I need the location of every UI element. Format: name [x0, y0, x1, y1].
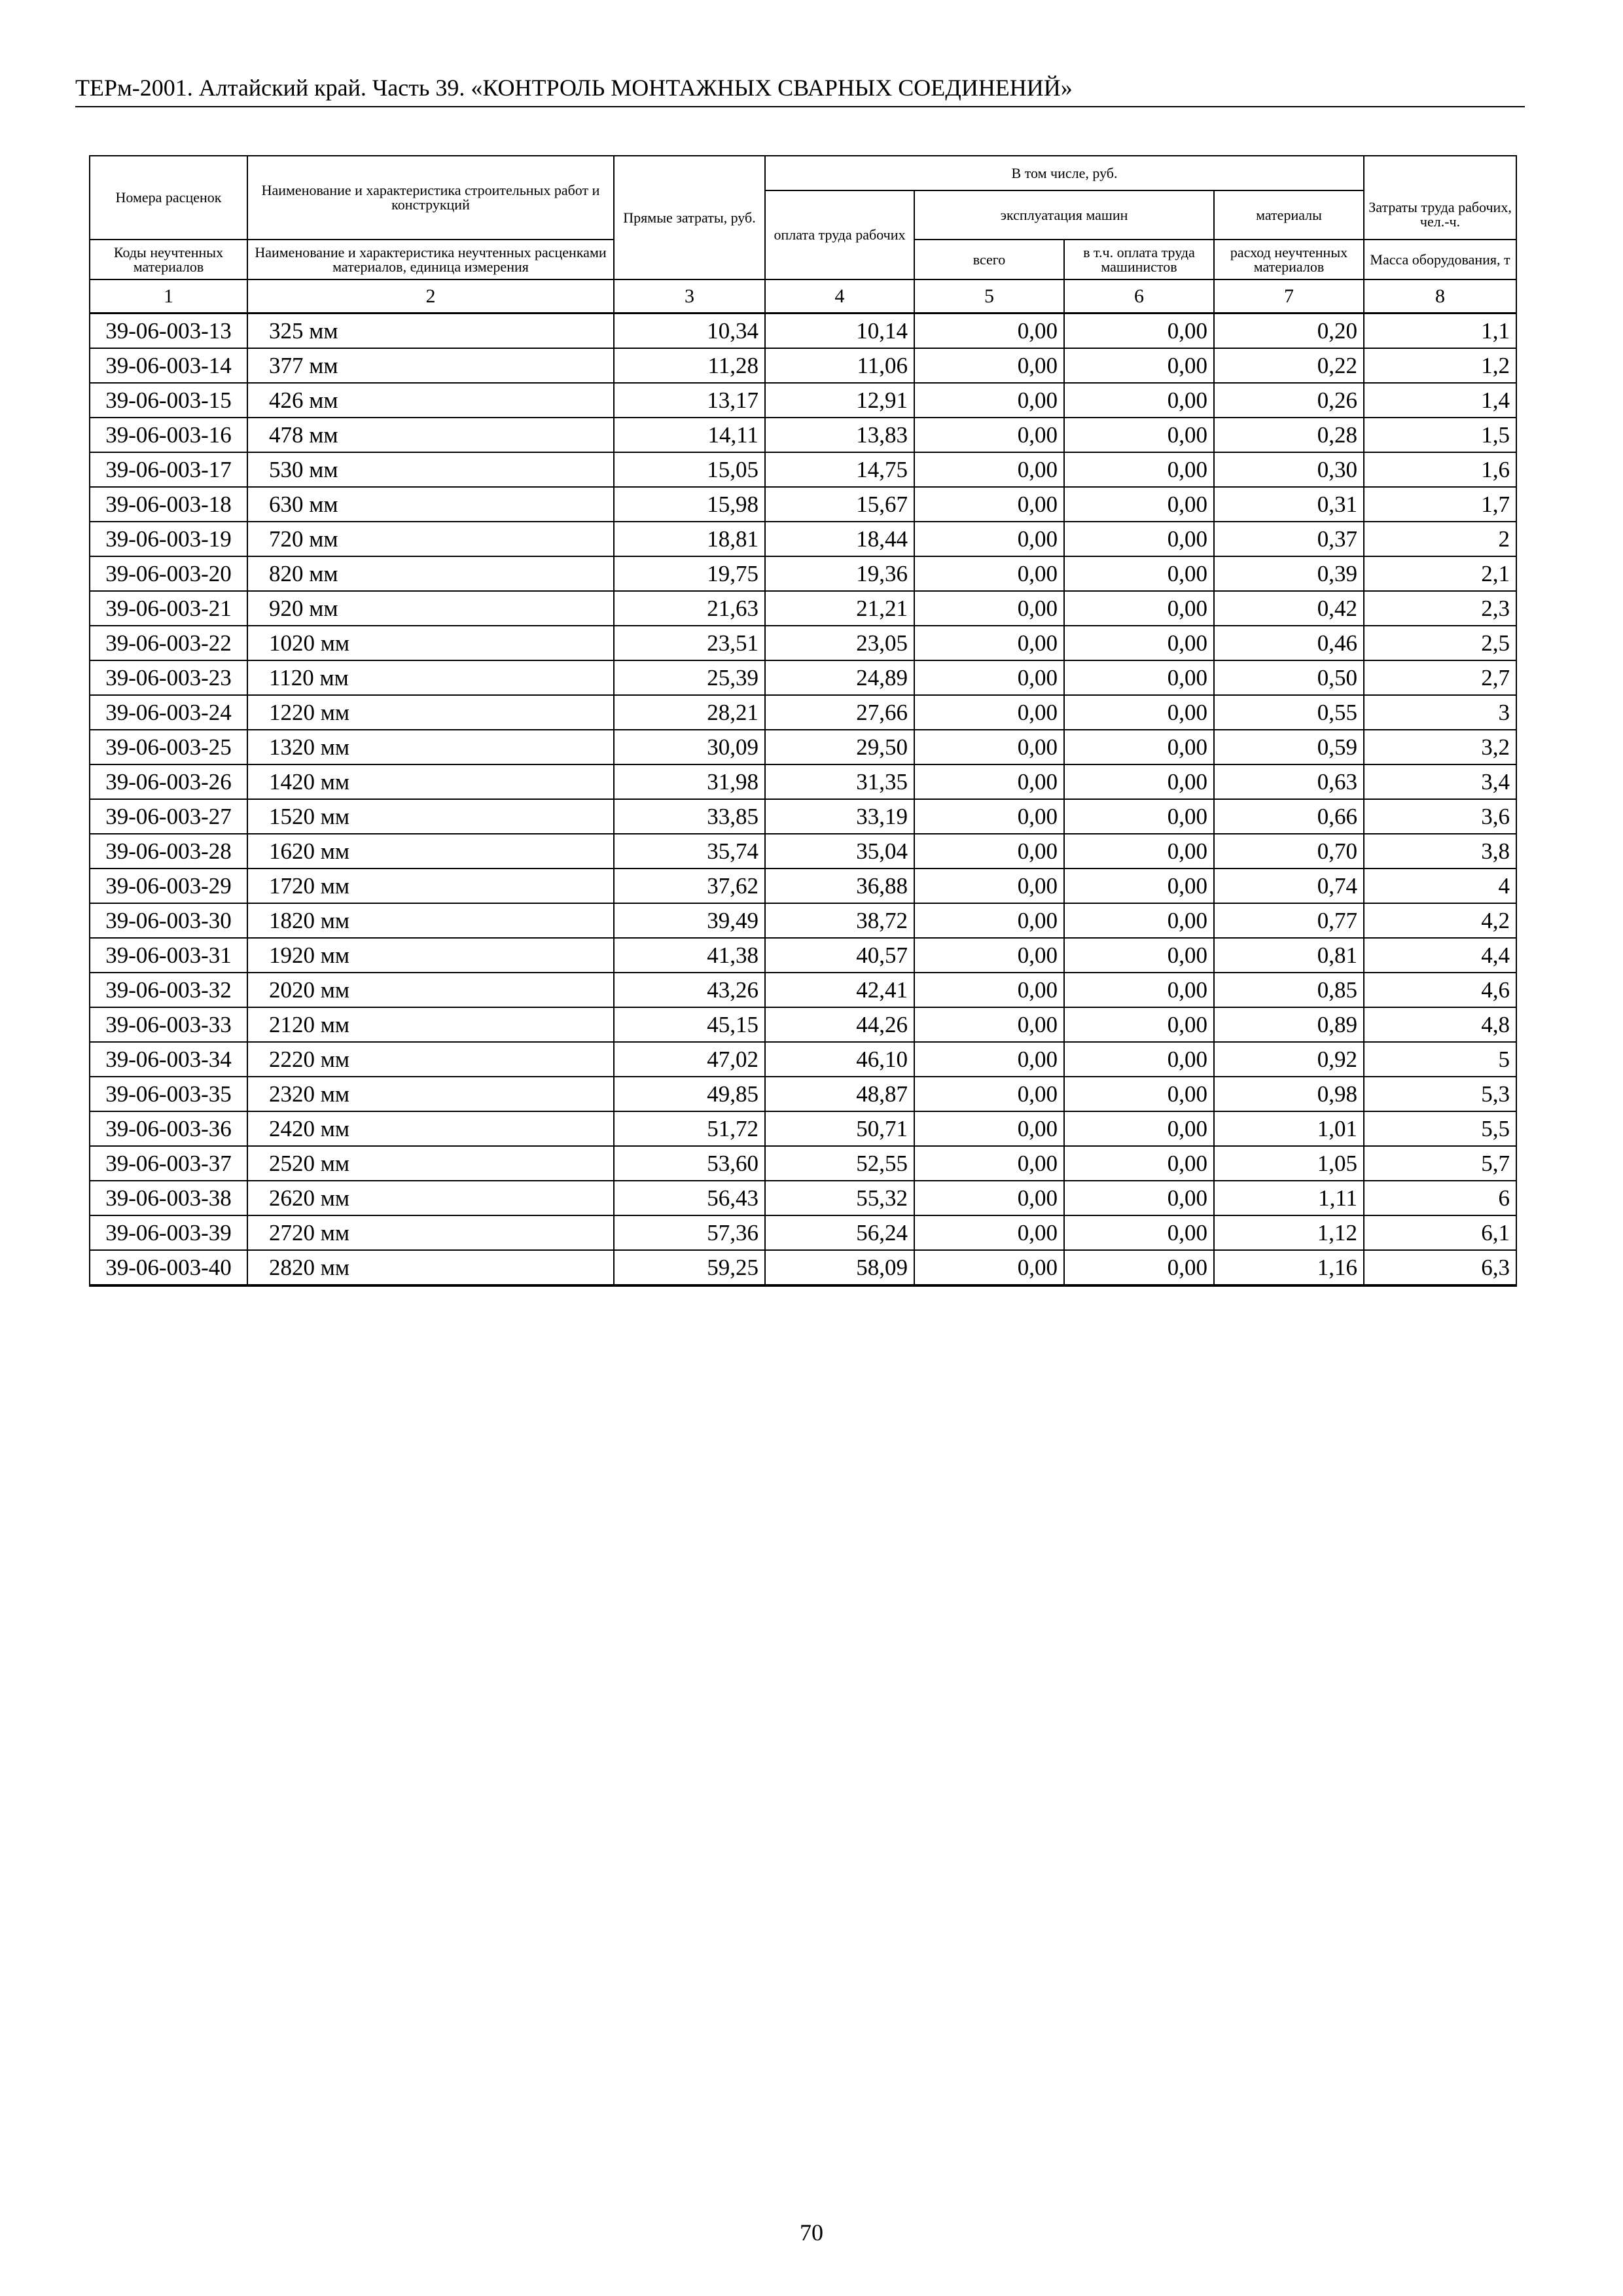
table-row [90, 764, 1516, 799]
pipe-diameter-cell: 1420 мм [247, 764, 614, 799]
labor-hours-cell: 6,3 [1364, 1250, 1516, 1285]
labor-hours-cell: 5 [1364, 1042, 1516, 1077]
materials-cell: 0,42 [1214, 591, 1364, 626]
worker-pay-cell: 13,83 [765, 418, 914, 452]
table-row [90, 660, 1516, 695]
machines-total-cell: 0,00 [914, 660, 1064, 695]
machines-total-cell: 0,00 [914, 938, 1064, 973]
header-col8-spacer [1364, 156, 1516, 190]
pipe-diameter-cell: 1920 мм [247, 938, 614, 973]
table-body [90, 314, 1516, 1286]
rate-code-cell: 39-06-003-24 [90, 695, 247, 730]
materials-cell: 0,26 [1214, 383, 1364, 418]
machines-total-cell: 0,00 [914, 764, 1064, 799]
direct-costs-cell: 57,36 [614, 1215, 765, 1250]
direct-costs-cell: 43,26 [614, 973, 765, 1007]
operator-pay-cell: 0,00 [1064, 730, 1214, 764]
header-worker-pay: оплата труда рабочих [765, 190, 914, 279]
direct-costs-cell: 25,39 [614, 660, 765, 695]
machines-total-cell: 0,00 [914, 487, 1064, 522]
worker-pay-cell: 15,67 [765, 487, 914, 522]
direct-costs-cell: 30,09 [614, 730, 765, 764]
machines-total-cell: 0,00 [914, 556, 1064, 591]
rate-code-cell: 39-06-003-36 [90, 1111, 247, 1146]
table-row [90, 1111, 1516, 1146]
machines-total-cell: 0,00 [914, 1250, 1064, 1285]
pipe-diameter-cell: 1720 мм [247, 869, 614, 903]
table-row [90, 556, 1516, 591]
rate-code-cell: 39-06-003-17 [90, 452, 247, 487]
direct-costs-cell: 13,17 [614, 383, 765, 418]
pipe-diameter-cell: 2420 мм [247, 1111, 614, 1146]
column-number-row [90, 279, 1516, 314]
labor-hours-cell: 5,5 [1364, 1111, 1516, 1146]
worker-pay-cell: 23,05 [765, 626, 914, 660]
pipe-diameter-cell: 1020 мм [247, 626, 614, 660]
operator-pay-cell: 0,00 [1064, 938, 1214, 973]
rate-code-cell: 39-06-003-29 [90, 869, 247, 903]
machines-total-cell: 0,00 [914, 730, 1064, 764]
rate-code-cell: 39-06-003-34 [90, 1042, 247, 1077]
table-row [90, 383, 1516, 418]
materials-cell: 0,31 [1214, 487, 1364, 522]
materials-cell: 1,12 [1214, 1215, 1364, 1250]
pipe-diameter-cell: 2820 мм [247, 1250, 614, 1285]
materials-cell: 0,66 [1214, 799, 1364, 834]
table-row [90, 695, 1516, 730]
machines-total-cell: 0,00 [914, 869, 1064, 903]
labor-hours-cell: 2,5 [1364, 626, 1516, 660]
direct-costs-cell: 56,43 [614, 1181, 765, 1215]
pipe-diameter-cell: 2120 мм [247, 1007, 614, 1042]
column-number: 8 [1364, 279, 1516, 314]
rate-code-cell: 39-06-003-32 [90, 973, 247, 1007]
pipe-diameter-cell: 2220 мм [247, 1042, 614, 1077]
pipe-diameter-cell: 920 мм [247, 591, 614, 626]
rate-code-cell: 39-06-003-20 [90, 556, 247, 591]
labor-hours-cell: 5,7 [1364, 1146, 1516, 1181]
column-number: 3 [614, 279, 765, 314]
table-row [90, 1042, 1516, 1077]
rate-code-cell: 39-06-003-33 [90, 1007, 247, 1042]
worker-pay-cell: 35,04 [765, 834, 914, 869]
pipe-diameter-cell: 1220 мм [247, 695, 614, 730]
table-row [90, 1077, 1516, 1111]
materials-cell: 0,77 [1214, 903, 1364, 938]
pipe-diameter-cell: 630 мм [247, 487, 614, 522]
rate-code-cell: 39-06-003-38 [90, 1181, 247, 1215]
table-row [90, 348, 1516, 383]
operator-pay-cell: 0,00 [1064, 626, 1214, 660]
direct-costs-cell: 23,51 [614, 626, 765, 660]
header-material-description: Наименование и характеристика неучтенных расценками материалов, единица измерения [247, 240, 614, 279]
labor-hours-cell: 2,1 [1364, 556, 1516, 591]
operator-pay-cell: 0,00 [1064, 695, 1214, 730]
machines-total-cell: 0,00 [914, 799, 1064, 834]
pipe-diameter-cell: 2720 мм [247, 1215, 614, 1250]
rate-code-cell: 39-06-003-30 [90, 903, 247, 938]
table-row [90, 903, 1516, 938]
direct-costs-cell: 31,98 [614, 764, 765, 799]
machines-total-cell: 0,00 [914, 1215, 1064, 1250]
header-rate-numbers: Номера расценок [90, 156, 247, 240]
worker-pay-cell: 42,41 [765, 973, 914, 1007]
operator-pay-cell: 0,00 [1064, 1181, 1214, 1215]
labor-hours-cell: 6,1 [1364, 1215, 1516, 1250]
operator-pay-cell: 0,00 [1064, 834, 1214, 869]
table-row [90, 487, 1516, 522]
materials-cell: 0,30 [1214, 452, 1364, 487]
labor-hours-cell: 1,4 [1364, 383, 1516, 418]
labor-hours-cell: 3,8 [1364, 834, 1516, 869]
machines-total-cell: 0,00 [914, 1007, 1064, 1042]
pipe-diameter-cell: 1820 мм [247, 903, 614, 938]
pipe-diameter-cell: 426 мм [247, 383, 614, 418]
worker-pay-cell: 11,06 [765, 348, 914, 383]
direct-costs-cell: 39,49 [614, 903, 765, 938]
materials-cell: 1,11 [1214, 1181, 1364, 1215]
direct-costs-cell: 35,74 [614, 834, 765, 869]
table-row [90, 799, 1516, 834]
column-number: 4 [765, 279, 914, 314]
rate-code-cell: 39-06-003-40 [90, 1250, 247, 1285]
direct-costs-cell: 51,72 [614, 1111, 765, 1146]
table-row [90, 418, 1516, 452]
rate-code-cell: 39-06-003-21 [90, 591, 247, 626]
direct-costs-cell: 15,98 [614, 487, 765, 522]
materials-cell: 0,39 [1214, 556, 1364, 591]
materials-cell: 1,16 [1214, 1250, 1364, 1285]
header-work-description: Наименование и характеристика строительных работ и конструкций [247, 156, 614, 240]
machines-total-cell: 0,00 [914, 1111, 1064, 1146]
table-row [90, 452, 1516, 487]
worker-pay-cell: 40,57 [765, 938, 914, 973]
header-material-codes: Коды неучтенных материалов [90, 240, 247, 279]
operator-pay-cell: 0,00 [1064, 383, 1214, 418]
pipe-diameter-cell: 1120 мм [247, 660, 614, 695]
rate-code-cell: 39-06-003-22 [90, 626, 247, 660]
materials-cell: 1,01 [1214, 1111, 1364, 1146]
column-number: 7 [1214, 279, 1364, 314]
table-row [90, 1215, 1516, 1250]
worker-pay-cell: 10,14 [765, 314, 914, 349]
labor-hours-cell: 2 [1364, 522, 1516, 556]
table-row [90, 1250, 1516, 1285]
pipe-diameter-cell: 2620 мм [247, 1181, 614, 1215]
table-row [90, 1181, 1516, 1215]
direct-costs-cell: 10,34 [614, 314, 765, 349]
operator-pay-cell: 0,00 [1064, 1146, 1214, 1181]
worker-pay-cell: 24,89 [765, 660, 914, 695]
operator-pay-cell: 0,00 [1064, 1250, 1214, 1285]
operator-pay-cell: 0,00 [1064, 799, 1214, 834]
operator-pay-cell: 0,00 [1064, 764, 1214, 799]
machines-total-cell: 0,00 [914, 522, 1064, 556]
materials-cell: 0,46 [1214, 626, 1364, 660]
document-title: ТЕРм-2001. Алтайский край. Часть 39. «КОНТРОЛЬ МОНТАЖНЫХ СВАРНЫХ СОЕДИНЕНИЙ» [75, 75, 1073, 101]
operator-pay-cell: 0,00 [1064, 903, 1214, 938]
pipe-diameter-cell: 1620 мм [247, 834, 614, 869]
rate-code-cell: 39-06-003-13 [90, 314, 247, 349]
labor-hours-cell: 2,3 [1364, 591, 1516, 626]
materials-cell: 0,55 [1214, 695, 1364, 730]
labor-hours-cell: 1,1 [1364, 314, 1516, 349]
rate-code-cell: 39-06-003-25 [90, 730, 247, 764]
column-number: 5 [914, 279, 1064, 314]
materials-cell: 0,85 [1214, 973, 1364, 1007]
header-machine-operation: эксплуатация машин [914, 190, 1214, 240]
operator-pay-cell: 0,00 [1064, 1215, 1214, 1250]
column-number: 1 [90, 279, 247, 314]
direct-costs-cell: 18,81 [614, 522, 765, 556]
pipe-diameter-cell: 325 мм [247, 314, 614, 349]
column-number: 6 [1064, 279, 1214, 314]
labor-hours-cell: 1,7 [1364, 487, 1516, 522]
pipe-diameter-cell: 2320 мм [247, 1077, 614, 1111]
machines-total-cell: 0,00 [914, 626, 1064, 660]
rate-code-cell: 39-06-003-23 [90, 660, 247, 695]
operator-pay-cell: 0,00 [1064, 1042, 1214, 1077]
materials-cell: 0,74 [1214, 869, 1364, 903]
machines-total-cell: 0,00 [914, 1181, 1064, 1215]
table-row [90, 834, 1516, 869]
direct-costs-cell: 45,15 [614, 1007, 765, 1042]
header-materials: материалы [1214, 190, 1364, 240]
rate-code-cell: 39-06-003-39 [90, 1215, 247, 1250]
table-row [90, 1007, 1516, 1042]
header-machines-total: всего [914, 240, 1064, 279]
materials-cell: 0,20 [1214, 314, 1364, 349]
direct-costs-cell: 15,05 [614, 452, 765, 487]
header-material-consumption: расход неучтенных материалов [1214, 240, 1364, 279]
materials-cell: 0,63 [1214, 764, 1364, 799]
operator-pay-cell: 0,00 [1064, 973, 1214, 1007]
worker-pay-cell: 46,10 [765, 1042, 914, 1077]
rate-code-cell: 39-06-003-16 [90, 418, 247, 452]
materials-cell: 0,50 [1214, 660, 1364, 695]
worker-pay-cell: 19,36 [765, 556, 914, 591]
operator-pay-cell: 0,00 [1064, 556, 1214, 591]
materials-cell: 0,59 [1214, 730, 1364, 764]
direct-costs-cell: 59,25 [614, 1250, 765, 1285]
direct-costs-cell: 11,28 [614, 348, 765, 383]
machines-total-cell: 0,00 [914, 452, 1064, 487]
machines-total-cell: 0,00 [914, 1146, 1064, 1181]
direct-costs-cell: 53,60 [614, 1146, 765, 1181]
table-row [90, 314, 1516, 349]
operator-pay-cell: 0,00 [1064, 522, 1214, 556]
pipe-diameter-cell: 2020 мм [247, 973, 614, 1007]
operator-pay-cell: 0,00 [1064, 418, 1214, 452]
operator-pay-cell: 0,00 [1064, 348, 1214, 383]
direct-costs-cell: 37,62 [614, 869, 765, 903]
machines-total-cell: 0,00 [914, 695, 1064, 730]
worker-pay-cell: 58,09 [765, 1250, 914, 1285]
rate-code-cell: 39-06-003-26 [90, 764, 247, 799]
direct-costs-cell: 47,02 [614, 1042, 765, 1077]
materials-cell: 0,92 [1214, 1042, 1364, 1077]
rate-code-cell: 39-06-003-18 [90, 487, 247, 522]
direct-costs-cell: 21,63 [614, 591, 765, 626]
worker-pay-cell: 36,88 [765, 869, 914, 903]
machines-total-cell: 0,00 [914, 903, 1064, 938]
worker-pay-cell: 55,32 [765, 1181, 914, 1215]
direct-costs-cell: 33,85 [614, 799, 765, 834]
materials-cell: 0,81 [1214, 938, 1364, 973]
pipe-diameter-cell: 720 мм [247, 522, 614, 556]
labor-hours-cell: 4,8 [1364, 1007, 1516, 1042]
machines-total-cell: 0,00 [914, 314, 1064, 349]
labor-hours-cell: 3,4 [1364, 764, 1516, 799]
worker-pay-cell: 14,75 [765, 452, 914, 487]
pipe-diameter-cell: 530 мм [247, 452, 614, 487]
page-header [75, 73, 1525, 107]
header-including: В том числе, руб. [765, 156, 1364, 190]
table-row [90, 1146, 1516, 1181]
machines-total-cell: 0,00 [914, 834, 1064, 869]
labor-hours-cell: 1,6 [1364, 452, 1516, 487]
worker-pay-cell: 29,50 [765, 730, 914, 764]
operator-pay-cell: 0,00 [1064, 869, 1214, 903]
rate-code-cell: 39-06-003-27 [90, 799, 247, 834]
worker-pay-cell: 27,66 [765, 695, 914, 730]
materials-cell: 0,89 [1214, 1007, 1364, 1042]
machines-total-cell: 0,00 [914, 1042, 1064, 1077]
operator-pay-cell: 0,00 [1064, 1111, 1214, 1146]
labor-hours-cell: 4,4 [1364, 938, 1516, 973]
operator-pay-cell: 0,00 [1064, 314, 1214, 349]
operator-pay-cell: 0,00 [1064, 1077, 1214, 1111]
machines-total-cell: 0,00 [914, 973, 1064, 1007]
machines-total-cell: 0,00 [914, 348, 1064, 383]
table-row [90, 730, 1516, 764]
table-row [90, 938, 1516, 973]
operator-pay-cell: 0,00 [1064, 452, 1214, 487]
rate-code-cell: 39-06-003-37 [90, 1146, 247, 1181]
pipe-diameter-cell: 478 мм [247, 418, 614, 452]
labor-hours-cell: 4 [1364, 869, 1516, 903]
worker-pay-cell: 56,24 [765, 1215, 914, 1250]
labor-hours-cell: 2,7 [1364, 660, 1516, 695]
table-row [90, 591, 1516, 626]
direct-costs-cell: 28,21 [614, 695, 765, 730]
worker-pay-cell: 52,55 [765, 1146, 914, 1181]
labor-hours-cell: 1,5 [1364, 418, 1516, 452]
pipe-diameter-cell: 820 мм [247, 556, 614, 591]
materials-cell: 0,22 [1214, 348, 1364, 383]
table-header [90, 156, 1516, 314]
machines-total-cell: 0,00 [914, 418, 1064, 452]
operator-pay-cell: 0,00 [1064, 487, 1214, 522]
materials-cell: 0,37 [1214, 522, 1364, 556]
labor-hours-cell: 3,6 [1364, 799, 1516, 834]
labor-hours-cell: 6 [1364, 1181, 1516, 1215]
direct-costs-cell: 49,85 [614, 1077, 765, 1111]
worker-pay-cell: 50,71 [765, 1111, 914, 1146]
materials-cell: 0,98 [1214, 1077, 1364, 1111]
table-row [90, 973, 1516, 1007]
header-equipment-mass: Масса оборудования, т [1364, 240, 1516, 279]
worker-pay-cell: 18,44 [765, 522, 914, 556]
worker-pay-cell: 48,87 [765, 1077, 914, 1111]
rate-code-cell: 39-06-003-28 [90, 834, 247, 869]
direct-costs-cell: 41,38 [614, 938, 765, 973]
rate-code-cell: 39-06-003-15 [90, 383, 247, 418]
pipe-diameter-cell: 1320 мм [247, 730, 614, 764]
operator-pay-cell: 0,00 [1064, 591, 1214, 626]
table-row [90, 626, 1516, 660]
worker-pay-cell: 31,35 [765, 764, 914, 799]
labor-hours-cell: 5,3 [1364, 1077, 1516, 1111]
worker-pay-cell: 38,72 [765, 903, 914, 938]
worker-pay-cell: 21,21 [765, 591, 914, 626]
rate-code-cell: 39-06-003-35 [90, 1077, 247, 1111]
worker-pay-cell: 33,19 [765, 799, 914, 834]
machines-total-cell: 0,00 [914, 383, 1064, 418]
direct-costs-cell: 19,75 [614, 556, 765, 591]
worker-pay-cell: 44,26 [765, 1007, 914, 1042]
operator-pay-cell: 0,00 [1064, 660, 1214, 695]
labor-hours-cell: 1,2 [1364, 348, 1516, 383]
header-direct-costs: Прямые затраты, руб. [614, 156, 765, 279]
header-labor-hours: Затраты труда рабочих, чел.-ч. [1364, 190, 1516, 240]
materials-cell: 0,70 [1214, 834, 1364, 869]
pipe-diameter-cell: 2520 мм [247, 1146, 614, 1181]
page-number: 70 [800, 2219, 823, 2246]
worker-pay-cell: 12,91 [765, 383, 914, 418]
direct-costs-cell: 14,11 [614, 418, 765, 452]
column-number: 2 [247, 279, 614, 314]
table-row [90, 869, 1516, 903]
labor-hours-cell: 4,2 [1364, 903, 1516, 938]
pipe-diameter-cell: 1520 мм [247, 799, 614, 834]
operator-pay-cell: 0,00 [1064, 1007, 1214, 1042]
labor-hours-cell: 4,6 [1364, 973, 1516, 1007]
labor-hours-cell: 3,2 [1364, 730, 1516, 764]
materials-cell: 1,05 [1214, 1146, 1364, 1181]
materials-cell: 0,28 [1214, 418, 1364, 452]
machines-total-cell: 0,00 [914, 1077, 1064, 1111]
header-operator-pay: в т.ч. оплата труда машинистов [1064, 240, 1214, 279]
rates-table [89, 155, 1517, 1287]
rate-code-cell: 39-06-003-19 [90, 522, 247, 556]
labor-hours-cell: 3 [1364, 695, 1516, 730]
rate-code-cell: 39-06-003-14 [90, 348, 247, 383]
rate-code-cell: 39-06-003-31 [90, 938, 247, 973]
machines-total-cell: 0,00 [914, 591, 1064, 626]
pipe-diameter-cell: 377 мм [247, 348, 614, 383]
table-row [90, 522, 1516, 556]
